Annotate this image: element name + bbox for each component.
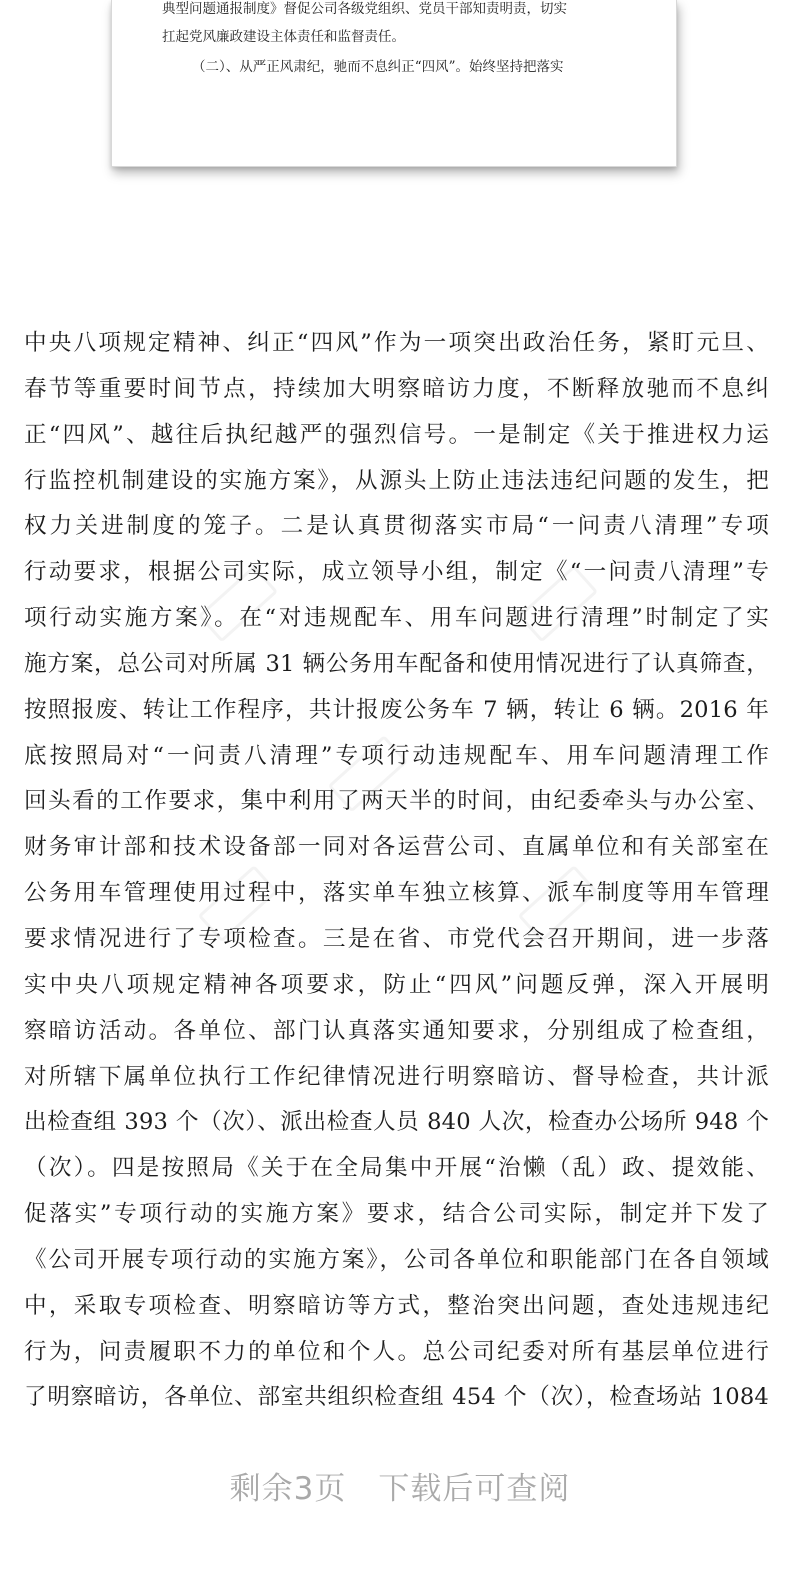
body-line: 正“四风”、越往后执纪越严的强烈信号。一是制定《关于推进权力运 <box>24 421 769 448</box>
body-line: 公务用车管理使用过程中，落实单车独立核算、派车制度等用车管理 <box>24 880 769 907</box>
body-line: 出检查组 393 个（次）、派出检查人员 840 人次，检查办公场所 948 个 <box>24 1109 769 1136</box>
body-line: 促落实”专项行动的实施方案》要求，结合公司实际，制定并下发了 <box>24 1201 769 1228</box>
body-line: 要求情况进行了专项检查。三是在省、市党代会召开期间，进一步落 <box>24 925 769 952</box>
preview-line: （二）、从严正风肃纪，驰而不息纠正“四风”。始终坚持把落实 <box>192 59 564 75</box>
body-line: 中央八项规定精神、纠正“四风”作为一项突出政治任务，紧盯元旦、 <box>24 330 769 356</box>
body-line: 项行动实施方案》。在“对违规配车、用车问题进行清理”时制定了实 <box>24 605 769 632</box>
body-line: 行为，问责履职不力的单位和个人。总公司纪委对所有基层单位进行 <box>24 1338 769 1365</box>
body-line: 中，采取专项检查、明察暗访等方式，整治突出问题，查处违规违纪 <box>24 1292 769 1319</box>
body-line: （次）。四是按照局《关于在全局集中开展“治懒（乱）政、提效能、 <box>24 1155 769 1182</box>
download-hint-label: 下载后可查阅 <box>378 1471 571 1507</box>
body-line: 行监控机制建设的实施方案》，从源头上防止违法违纪问题的发生，把 <box>24 467 769 494</box>
remaining-pages-label: 剩余3页 <box>229 1471 347 1507</box>
body-line: 回头看的工作要求，集中利用了两天半的时间，由纪委牵头与办公室、 <box>24 788 769 815</box>
body-line: 财务审计部和技术设备部一同对各运营公司、直属单位和有关部室在 <box>24 834 769 861</box>
body-line: 春节等重要时间节点，持续加大明察暗访力度，不断释放驰而不息纠 <box>24 375 769 402</box>
body-line: 实中央八项规定精神各项要求，防止“四风”问题反弹，深入开展明 <box>24 971 769 998</box>
body-line: 按照报废、转让工作程序，共计报废公务车 7 辆，转让 6 辆。2016 年 <box>24 696 769 723</box>
body-line: 《公司开展专项行动的实施方案》，公司各单位和职能部门在各自领域 <box>24 1246 769 1273</box>
body-line: 底按照局对“一问责八清理”专项行动违规配车、用车问题清理工作 <box>24 742 769 769</box>
body-line: 了明察暗访，各单位、部室共组织检查组 454 个（次），检查场站 1084 <box>24 1384 769 1411</box>
document-body <box>24 323 769 1423</box>
download-prompt[interactable] <box>0 1463 800 1508</box>
preview-line: 扛起党风廉政建设主体责任和监督责任。 <box>162 29 405 45</box>
body-line: 察暗访活动。各单位、部门认真落实通知要求，分别组成了检查组， <box>24 1017 769 1044</box>
body-line: 施方案，总公司对所属 31 辆公务用车配备和使用情况进行了认真筛查， <box>24 650 769 677</box>
preview-page-card <box>111 0 677 167</box>
preview-line: 典型问题通报制度》督促公司各级党组织、党员干部知责明责，切实 <box>162 1 567 17</box>
body-line: 对所辖下属单位执行工作纪律情况进行明察暗访、督导检查，共计派 <box>24 1063 769 1090</box>
body-line: 权力关进制度的笼子。二是认真贯彻落实市局“一问责八清理”专项 <box>24 513 769 540</box>
body-line: 行动要求，根据公司实际，成立领导小组，制定《“一问责八清理”专 <box>24 559 769 586</box>
